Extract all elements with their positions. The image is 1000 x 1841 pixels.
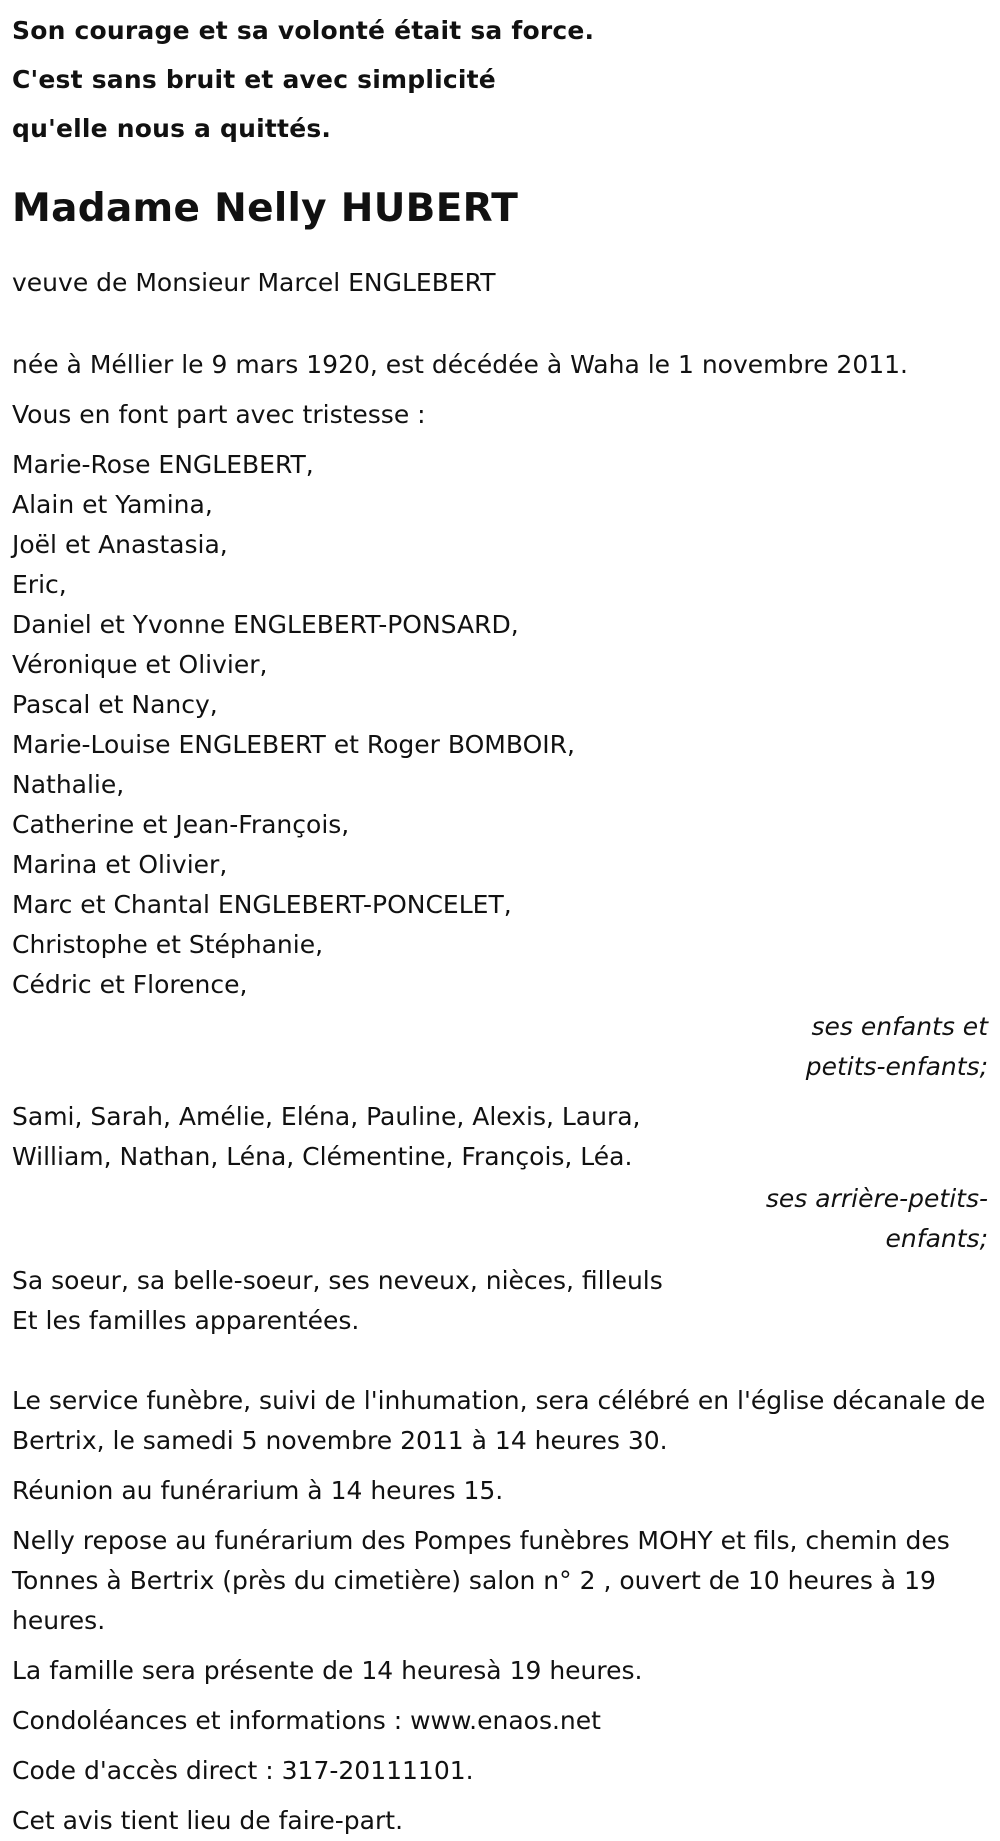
family-presence: La famille sera présente de 14 heuresà 19 heures. (12, 1656, 643, 1685)
epitaph-line: C'est sans bruit et avec simplicité (12, 65, 496, 94)
meeting-time: Réunion au funérarium à 14 heures 15. (12, 1476, 504, 1505)
epitaph-line: qu'elle nous a quittés. (12, 114, 332, 143)
closing-note: Cet avis tient lieu de faire-part. (12, 1806, 404, 1835)
family-member: Daniel et Yvonne ENGLEBERT-PONSARD, (12, 610, 519, 639)
family-member: Véronique et Olivier, (12, 650, 268, 679)
condolences-info: Condoléances et informations : www.enaos.net (12, 1706, 601, 1735)
family-member: Cédric et Florence, (12, 970, 248, 999)
family-member: Marie-Rose ENGLEBERT, (12, 450, 314, 479)
service-details: Le service funèbre, suivi de l'inhumation, sera célébré en l'église décanale de Bertrix, le samedi 5 novembre 2011 à 14 heures 30. (12, 1386, 986, 1455)
family-member: Pascal et Nancy, (12, 690, 218, 719)
family-member: Joël et Anastasia, (12, 530, 228, 559)
role-children-label: ses enfants et petits-enfants; (805, 1012, 988, 1081)
family-member: Christophe et Stéphanie, (12, 930, 324, 959)
relatives (12, 1261, 988, 1341)
epitaph-line: Son courage et sa volonté était sa force. (12, 16, 595, 45)
great-grandchildren-line: William, Nathan, Léna, Clémentine, François, Léa. (12, 1142, 633, 1171)
relatives-line: Et les familles apparentées. (12, 1306, 360, 1335)
deceased-name: Madame Nelly HUBERT (12, 186, 519, 231)
widow-of: veuve de Monsieur Marcel ENGLEBERT (12, 268, 496, 297)
great-grandchildren-line: Sami, Sarah, Amélie, Eléna, Pauline, Alexis, Laura, (12, 1102, 641, 1131)
great-grandchildren-list (12, 1097, 988, 1177)
family-member: Marie-Louise ENGLEBERT et Roger BOMBOIR, (12, 730, 575, 759)
family-list (12, 445, 988, 1005)
relatives-line: Sa soeur, sa belle-soeur, ses neveux, nièces, filleuls (12, 1266, 663, 1295)
birth-death-line: née à Méllier le 9 mars 1920, est décédée à Waha le 1 novembre 2011. (12, 350, 908, 379)
family-member: Catherine et Jean-François, (12, 810, 350, 839)
announcement-line: Vous en font part avec tristesse : (12, 400, 426, 429)
epitaph (12, 0, 988, 153)
resting-place: Nelly repose au funérarium des Pompes funèbres MOHY et fils, chemin des Tonnes à Bertrix (près du cimetière) salon n° 2 , ouvert de 10 heures à 19 heures. (12, 1526, 950, 1635)
family-member: Marina et Olivier, (12, 850, 228, 879)
family-member: Marc et Chantal ENGLEBERT-PONCELET, (12, 890, 512, 919)
role-great-grandchildren-label: ses arrière-petits-enfants; (765, 1184, 988, 1253)
family-member: Nathalie, (12, 770, 125, 799)
family-member: Eric, (12, 570, 67, 599)
family-member: Alain et Yamina, (12, 490, 213, 519)
access-code: Code d'accès direct : 317-20111101. (12, 1756, 474, 1785)
